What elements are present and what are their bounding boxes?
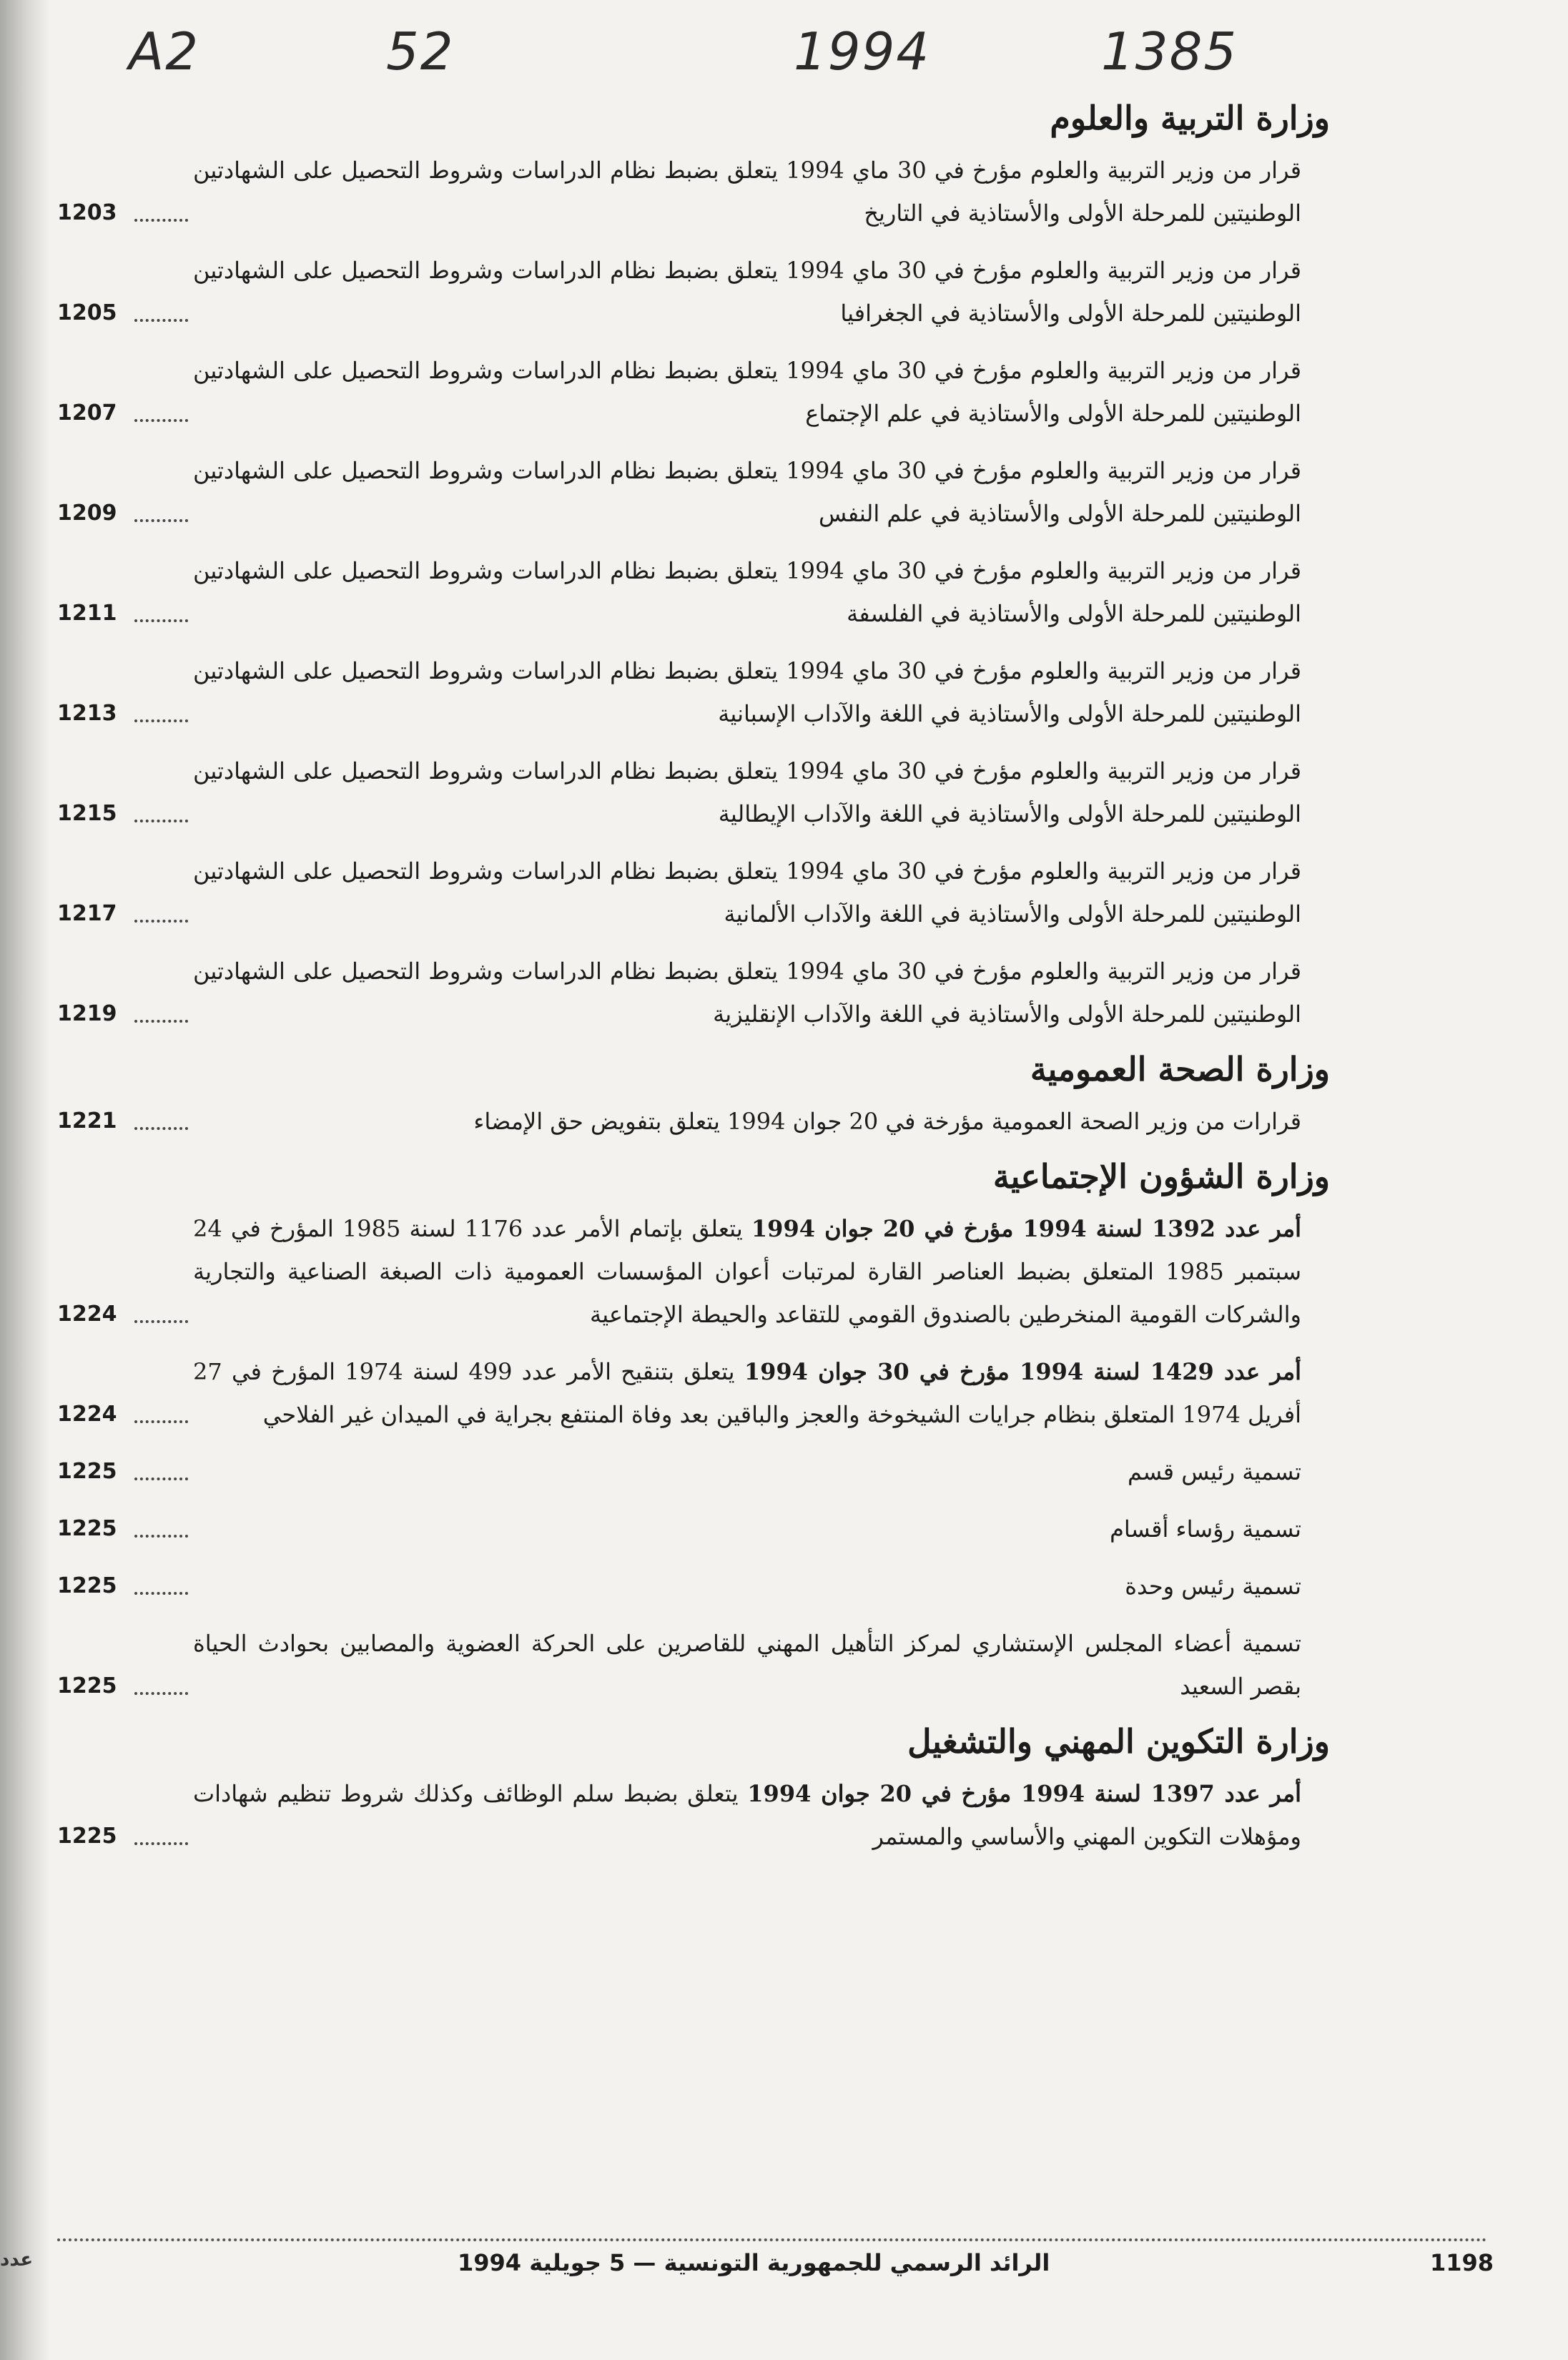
page-number: 1225 (57, 1573, 117, 1598)
leader-dots (134, 519, 188, 522)
footer-journal-title: الرائد الرسمي للجمهورية التونسية — 5 جويلية 1994 (458, 2249, 1050, 2276)
toc-entry (57, 1350, 1330, 1436)
page-number: 1225 (57, 1459, 117, 1484)
entry-description: قرار من وزير التربية والعلوم مؤرخ في 30 ماي 1994 يتعلق بضبط نظام الدراسات وشروط التحصيل على الشهادتين الوطنيتين للمرحلة الأولى والأستاذية في اللغة والآداب الإيطالية (193, 757, 1302, 827)
toc-entry-text (193, 1207, 1301, 1336)
entry-description: قرار من وزير التربية والعلوم مؤرخ في 30 ماي 1994 يتعلق بضبط نظام الدراسات وشروط التحصيل على الشهادتين الوطنيتين للمرحلة الأولى والأستاذية في التاريخ (193, 157, 1302, 227)
leader-dots (134, 1020, 188, 1023)
handwritten-note: 52 (386, 21, 455, 82)
toc-entry (57, 1508, 1330, 1550)
page-number: 1217 (57, 901, 117, 926)
leader-dots (134, 820, 188, 822)
entry-description: قرار من وزير التربية والعلوم مؤرخ في 30 ماي 1994 يتعلق بضبط نظام الدراسات وشروط التحصيل على الشهادتين الوطنيتين للمرحلة الأولى والأستاذية في الفلسفة (193, 557, 1302, 627)
toc-entry (57, 749, 1330, 835)
entry-description: تسمية رئيس وحدة (1125, 1573, 1301, 1600)
toc-entry (57, 950, 1330, 1036)
toc-entry-text (193, 1450, 1301, 1493)
footer-page-number: 1198 (1430, 2249, 1494, 2276)
leader-dots (134, 1842, 188, 1845)
leader-dots (134, 1320, 188, 1323)
handwritten-year: 1994 (794, 21, 931, 82)
ministry-heading: وزارة الصحة العمومية (1030, 1050, 1330, 1088)
page-number: 1225 (57, 1516, 117, 1541)
toc-entry (57, 349, 1330, 435)
toc-entry (57, 449, 1330, 535)
toc-entry-text (193, 1350, 1301, 1436)
page-number: 1211 (57, 601, 117, 626)
entry-description: قرار من وزير التربية والعلوم مؤرخ في 30 ماي 1994 يتعلق بضبط نظام الدراسات وشروط التحصيل على الشهادتين الوطنيتين للمرحلة الأولى والأستاذية في الجغرافيا (193, 257, 1302, 327)
ministry-heading: وزارة الشؤون الإجتماعية (992, 1157, 1330, 1196)
leader-dots (134, 419, 188, 422)
scan-shadow-edge (0, 0, 50, 2360)
leader-dots (134, 1592, 188, 1595)
toc-entry (57, 1100, 1330, 1143)
entry-description: قرارات من وزير الصحة العمومية مؤرخة في 20 جوان 1994 يتعلق بتفويض حق الإمضاء (473, 1108, 1301, 1135)
page-number: 1209 (57, 501, 117, 526)
entry-description: يتعلق بتنقيح الأمر عدد 499 لسنة 1974 المؤرخ في 27 أفريل 1974 المتعلق بنظام جرايات الشيخوخة والعجز والباقين بعد وفاة المنتفع بجراية في الميدان غير الفلاحي (193, 1358, 1301, 1428)
leader-dots (134, 319, 188, 322)
footer-edge-text: عدد (0, 2249, 34, 2271)
ministry-heading: وزارة التربية والعلوم (1050, 99, 1330, 137)
entry-description: قرار من وزير التربية والعلوم مؤرخ في 30 ماي 1994 يتعلق بضبط نظام الدراسات وشروط التحصيل على الشهادتين الوطنيتين للمرحلة الأولى والأستاذية في اللغة والآداب الألمانية (193, 857, 1302, 928)
leader-dots (134, 1478, 188, 1480)
entry-description: يتعلق بضبط سلم الوظائف وكذلك شروط تنظيم شهادات ومؤهلات التكوين المهني والأساسي والمستمر (193, 1780, 1301, 1850)
leader-dots (134, 1127, 188, 1130)
decree-reference: أمر عدد 1429 لسنة 1994 مؤرخ في 30 جوان 1994 (744, 1358, 1302, 1385)
toc-entry (57, 549, 1330, 635)
page-number: 1205 (57, 300, 117, 325)
entry-description: قرار من وزير التربية والعلوم مؤرخ في 30 ماي 1994 يتعلق بضبط نظام الدراسات وشروط التحصيل على الشهادتين الوطنيتين للمرحلة الأولى والأستاذية في علم النفس (193, 457, 1302, 527)
toc-entry-text (193, 950, 1301, 1036)
toc-entry-text (193, 1622, 1301, 1708)
leader-dots (134, 1535, 188, 1538)
leader-dots (134, 920, 188, 923)
toc-entry (57, 1450, 1330, 1493)
handwritten-note: A2 (129, 21, 200, 82)
footer-divider (57, 2238, 1487, 2241)
leader-dots (134, 1420, 188, 1423)
toc-entry-text (193, 149, 1301, 235)
leader-dots (134, 619, 188, 622)
toc-entry-text (193, 249, 1301, 335)
entry-description: قرار من وزير التربية والعلوم مؤرخ في 30 ماي 1994 يتعلق بضبط نظام الدراسات وشروط التحصيل على الشهادتين الوطنيتين للمرحلة الأولى والأستاذية في اللغة والآداب الإنقليزية (193, 958, 1302, 1028)
page-number: 1213 (57, 701, 117, 726)
page-number: 1215 (57, 801, 117, 826)
toc-entry-text (193, 1100, 1301, 1143)
leader-dots (134, 719, 188, 722)
entry-description: تسمية رئيس قسم (1127, 1458, 1301, 1485)
toc-entry-text (193, 549, 1301, 635)
page-number: 1224 (57, 1302, 117, 1327)
decree-reference: أمر عدد 1397 لسنة 1994 مؤرخ في 20 جوان 1994 (747, 1780, 1301, 1807)
handwritten-note: 1385 (1101, 21, 1238, 82)
entry-description: يتعلق بإتمام الأمر عدد 1176 لسنة 1985 المؤرخ في 24 سبتمبر 1985 المتعلق بضبط العناصر القارة لمرتبات أعوان المؤسسات العمومية ذات الصبغة الصناعية والتجارية والشركات القومية المنخرطين بالصندوق القومي للتقاعد والحيطة الإجتماعية (193, 1215, 1302, 1328)
toc-entry-text (193, 649, 1301, 735)
page-number: 1225 (57, 1824, 117, 1849)
toc-entry-text (193, 1772, 1301, 1858)
page-number: 1203 (57, 200, 117, 225)
entry-description: قرار من وزير التربية والعلوم مؤرخ في 30 ماي 1994 يتعلق بضبط نظام الدراسات وشروط التحصيل على الشهادتين الوطنيتين للمرحلة الأولى والأستاذية في علم الإجتماع (193, 357, 1302, 427)
page-number: 1221 (57, 1108, 117, 1134)
page-number: 1224 (57, 1402, 117, 1427)
toc-entry-text (193, 850, 1301, 935)
page-number: 1207 (57, 400, 117, 426)
entry-description: تسمية رؤساء أقسام (1110, 1515, 1301, 1543)
page-number: 1225 (57, 1673, 117, 1698)
toc-entry (57, 1622, 1330, 1708)
toc-entry-text (193, 349, 1301, 435)
toc-entry (57, 1772, 1330, 1858)
table-of-contents (57, 86, 1330, 1872)
ministry-heading: وزارة التكوين المهني والتشغيل (907, 1722, 1330, 1761)
toc-entry (57, 149, 1330, 235)
toc-entry (57, 249, 1330, 335)
toc-entry (57, 649, 1330, 735)
leader-dots (134, 1692, 188, 1695)
toc-entry (57, 1207, 1330, 1336)
toc-entry-text (193, 449, 1301, 535)
toc-entry-text (193, 749, 1301, 835)
toc-entry-text (193, 1508, 1301, 1550)
decree-reference: أمر عدد 1392 لسنة 1994 مؤرخ في 20 جوان 1994 (751, 1215, 1302, 1242)
toc-entry (57, 850, 1330, 935)
toc-entry-text (193, 1565, 1301, 1608)
page-number: 1219 (57, 1001, 117, 1026)
entry-description: تسمية أعضاء المجلس الإستشاري لمركز التأهيل المهني للقاصرين على الحركة العضوية والمصابين بحوادث الحياة بقصر السعيد (193, 1630, 1301, 1700)
leader-dots (134, 219, 188, 222)
entry-description: قرار من وزير التربية والعلوم مؤرخ في 30 ماي 1994 يتعلق بضبط نظام الدراسات وشروط التحصيل على الشهادتين الوطنيتين للمرحلة الأولى والأستاذية في اللغة والآداب الإسبانية (193, 657, 1302, 727)
toc-entry (57, 1565, 1330, 1608)
